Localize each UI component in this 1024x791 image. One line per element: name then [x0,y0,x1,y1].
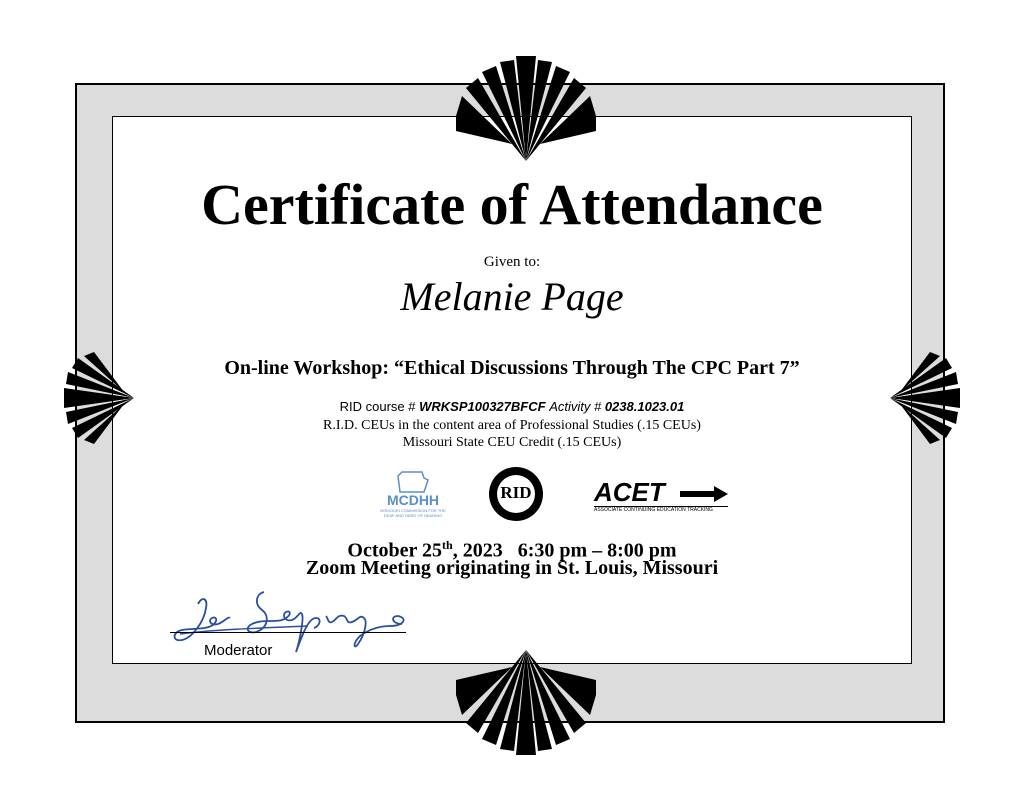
mcdhh-logo-text: MCDHH [386,492,440,508]
given-to-label: Given to: [483,254,541,270]
event-date-rest: , 2023 6:30 pm – 8:00 pm [452,539,677,562]
event-date-suffix: th [442,538,453,552]
moderator-label: Moderator [204,642,273,659]
acet-logo [594,478,728,514]
event-date-prefix: October 25 [347,539,443,562]
arrow-right-icon [680,484,730,504]
rid-logo [488,466,544,522]
rid-course-number: WRKSP100327BFCF [419,399,546,414]
certificate-title: Certificate of Attendance [201,172,823,237]
acet-logo-text: ACET [594,477,665,507]
ceu-area-text: R.I.D. CEUs in the content area of Professional Studies (.15 CEUs) [323,418,701,433]
activity-label: Activity # [549,399,602,414]
top-fan-ornament [456,56,596,166]
recipient-name: Melanie Page [400,274,624,319]
event-location: Zoom Meeting originating in St. Louis, Missouri [305,557,719,579]
bottom-fan-ornament [456,645,596,755]
rid-course-label: RID course # [339,399,416,414]
mcdhh-logo-subtext: MISSOURI COMMISSION FOR THE DEAF AND HARD OF HEARING [380,508,446,518]
signature-line [170,632,406,633]
mcdhh-logo [378,470,448,518]
activity-number: 0238.1023.01 [604,399,685,414]
missouri-ceu-text: Missouri State CEU Credit (.15 CEUs) [402,435,622,450]
rid-course-line [112,398,912,416]
workshop-title: On-line Workshop: “Ethical Discussions Through The CPC Part 7” [224,357,800,379]
acet-logo-subtext: ASSOCIATE CONTINUING EDUCATION TRACKING [594,506,728,513]
rid-logo-text: RID [500,483,532,502]
